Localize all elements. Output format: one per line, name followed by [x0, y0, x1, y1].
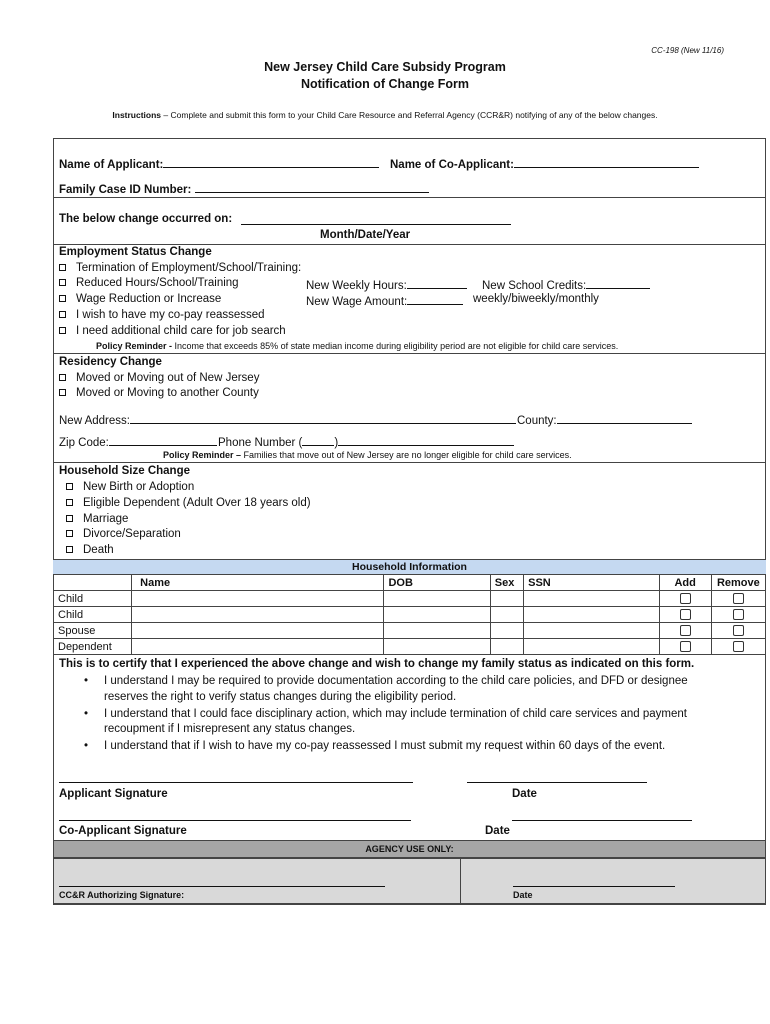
household-option-birth[interactable]	[66, 481, 194, 493]
remove-checkbox[interactable]	[733, 641, 744, 652]
household-info-table	[53, 574, 766, 655]
ssn-cell[interactable]	[524, 639, 660, 655]
table-header-row	[54, 575, 766, 591]
option-label: Marriage	[83, 513, 129, 525]
name-cell[interactable]	[132, 639, 384, 655]
applicant-name-label: Name of Applicant:	[59, 159, 164, 171]
instructions-text: – Complete and submit this form to your Child Care Resource and Referral Agency (CCR&R) notifying of any of the below changes.	[161, 110, 658, 120]
employment-policy-reminder	[96, 341, 618, 351]
agency-signature-line[interactable]	[59, 886, 385, 887]
new-school-credits-field[interactable]	[482, 277, 650, 292]
residency-policy-reminder	[163, 450, 572, 460]
certify-bullet-3-line-1: I understand that if I wish to have my co-pay reassessed I must submit my request within 60 days of the event.	[104, 740, 666, 752]
add-cell	[659, 623, 711, 639]
column-header-sex: Sex	[490, 575, 523, 591]
household-info-header: Household Information	[53, 559, 766, 574]
name-cell[interactable]	[132, 623, 384, 639]
dob-cell[interactable]	[384, 623, 490, 639]
phone-label: Phone Number (	[218, 437, 303, 449]
change-date-blank[interactable]	[241, 213, 511, 225]
county-label: County:	[517, 415, 557, 427]
checkbox[interactable]	[66, 483, 73, 490]
residency-heading: Residency Change	[59, 356, 162, 368]
form-code: CC-198 (New 11/16)	[651, 46, 724, 55]
checkbox[interactable]	[59, 295, 66, 302]
table-row	[54, 607, 766, 623]
household-heading: Household Size Change	[59, 465, 190, 477]
phone-area-blank[interactable]	[302, 434, 334, 446]
co-applicant-date-line[interactable]	[512, 820, 692, 821]
table-row	[54, 623, 766, 639]
phone-field[interactable]	[218, 434, 514, 449]
date-hint: Month/Date/Year	[320, 229, 411, 241]
sex-cell[interactable]	[490, 639, 523, 655]
checkbox[interactable]	[66, 515, 73, 522]
agency-use-header: AGENCY USE ONLY:	[53, 840, 766, 858]
case-id-label: Family Case ID Number:	[59, 184, 192, 196]
agency-date-line[interactable]	[513, 886, 675, 887]
divider	[53, 197, 766, 198]
zip-code-blank[interactable]	[109, 434, 217, 446]
add-cell	[659, 607, 711, 623]
ssn-cell[interactable]	[524, 623, 660, 639]
remove-cell	[711, 607, 765, 623]
sex-cell[interactable]	[490, 591, 523, 607]
certify-bullet-1-line-2: reserves the right to verify status changes during the eligibility period.	[104, 691, 457, 703]
remove-cell	[711, 623, 765, 639]
ssn-cell[interactable]	[524, 607, 660, 623]
form-subtitle: Notification of Change Form	[300, 77, 470, 91]
certify-bullet-2-line-1: I understand that I could face disciplinary action, which may include termination of child care services and payment	[104, 708, 687, 720]
new-wage-amount-label: New Wage Amount:	[306, 296, 408, 308]
column-header	[54, 575, 132, 591]
applicant-name-field[interactable]	[59, 156, 379, 171]
option-label: Reduced Hours/School/Training	[76, 277, 239, 289]
add-cell	[659, 639, 711, 655]
new-school-credits-blank[interactable]	[586, 277, 650, 289]
new-address-blank[interactable]	[130, 412, 516, 424]
remove-cell	[711, 639, 765, 655]
column-header-add: Add	[659, 575, 711, 591]
option-label: I need additional child care for job search	[76, 325, 286, 337]
household-option-divorce[interactable]	[66, 528, 181, 540]
dob-cell[interactable]	[384, 607, 490, 623]
change-date-field[interactable]	[241, 213, 511, 228]
co-applicant-date-label: Date	[485, 825, 510, 837]
column-header-name: Name	[132, 575, 384, 591]
option-label: Wage Reduction or Increase	[76, 293, 222, 305]
divider	[53, 244, 766, 245]
co-applicant-name-blank[interactable]	[514, 156, 699, 168]
household-option-marriage[interactable]	[66, 513, 128, 525]
instructions	[0, 110, 770, 120]
employment-option-reduced-hours[interactable]	[59, 277, 239, 289]
certify-bullet-1-line-1: I understand I may be required to provide documentation according to the child care policies, and DFD or designee	[104, 675, 688, 687]
add-checkbox[interactable]	[680, 625, 691, 636]
county-blank[interactable]	[557, 412, 692, 424]
bullet-icon: •	[84, 708, 89, 720]
option-label: Eligible Dependent (Adult Over 18 years old)	[83, 497, 311, 509]
new-wage-amount-blank[interactable]	[407, 293, 463, 305]
county-field[interactable]	[517, 412, 692, 427]
remove-checkbox[interactable]	[733, 593, 744, 604]
checkbox[interactable]	[66, 499, 73, 506]
new-weekly-hours-label: New Weekly Hours:	[306, 280, 407, 292]
applicant-date-line[interactable]	[467, 782, 647, 783]
instructions-label: Instructions	[112, 110, 162, 120]
household-option-dependent[interactable]	[66, 497, 311, 509]
checkbox[interactable]	[59, 374, 66, 381]
residency-option-county[interactable]	[59, 387, 259, 399]
checkbox[interactable]	[66, 530, 73, 537]
applicant-signature-label: Applicant Signature	[59, 788, 168, 800]
name-cell[interactable]	[132, 607, 384, 623]
phone-number-blank[interactable]	[338, 434, 514, 446]
agency-date-cell	[460, 858, 766, 904]
ssn-cell[interactable]	[524, 591, 660, 607]
agency-date-label: Date	[513, 890, 533, 900]
add-cell	[659, 591, 711, 607]
policy-label: Policy Reminder -	[96, 341, 175, 351]
divider	[53, 353, 766, 354]
phone-close: )	[334, 437, 339, 449]
employment-option-job-search[interactable]	[59, 325, 286, 337]
dob-cell[interactable]	[384, 591, 490, 607]
column-header-ssn: SSN	[524, 575, 660, 591]
co-applicant-signature-line[interactable]	[59, 820, 411, 821]
change-date-label: The below change occurred on:	[59, 213, 233, 225]
divider	[53, 462, 766, 463]
table-row	[54, 639, 766, 655]
policy-text: Families that move out of New Jersey are no longer eligible for child care services.	[243, 450, 572, 460]
checkbox[interactable]	[59, 389, 66, 396]
checkbox[interactable]	[59, 264, 66, 271]
case-id-blank[interactable]	[195, 181, 429, 193]
checkbox[interactable]	[59, 279, 66, 286]
row-label: Dependent	[54, 639, 132, 655]
add-checkbox[interactable]	[680, 641, 691, 652]
certify-statement: This is to certify that I experienced the above change and wish to change my family status as indicated on this form.	[59, 658, 695, 670]
applicant-name-blank[interactable]	[163, 156, 379, 168]
column-header-remove: Remove	[711, 575, 765, 591]
option-label: New Birth or Adoption	[83, 481, 195, 493]
employment-option-copay[interactable]	[59, 309, 265, 321]
add-checkbox[interactable]	[680, 593, 691, 604]
sex-cell[interactable]	[490, 607, 523, 623]
zip-code-field[interactable]	[59, 434, 217, 449]
option-label: Termination of Employment/School/Training:	[76, 262, 302, 274]
remove-checkbox[interactable]	[733, 625, 744, 636]
employment-option-termination[interactable]	[59, 262, 301, 274]
new-wage-amount-field[interactable]	[306, 293, 463, 308]
checkbox[interactable]	[59, 327, 66, 334]
policy-text: Income that exceeds 85% of state median income during eligibility period are not eligible for child care services.	[174, 341, 619, 351]
new-address-label: New Address:	[59, 415, 130, 427]
wage-frequency: weekly/biweekly/monthly	[473, 293, 599, 305]
residency-option-out-of-state[interactable]	[59, 372, 259, 384]
form-title: New Jersey Child Care Subsidy Program	[264, 60, 506, 74]
dob-cell[interactable]	[384, 639, 490, 655]
co-applicant-name-label: Name of Co-Applicant:	[390, 159, 514, 171]
table-row	[54, 591, 766, 607]
policy-label: Policy Reminder –	[163, 450, 244, 460]
row-label: Child	[54, 607, 132, 623]
employment-heading: Employment Status Change	[59, 246, 212, 258]
option-label: I wish to have my co-pay reassessed	[76, 309, 265, 321]
sex-cell[interactable]	[490, 623, 523, 639]
bullet-icon: •	[84, 675, 89, 687]
applicant-date-label: Date	[512, 788, 537, 800]
new-weekly-hours-blank[interactable]	[407, 277, 467, 289]
add-checkbox[interactable]	[680, 609, 691, 620]
remove-checkbox[interactable]	[733, 609, 744, 620]
new-school-credits-label: New School Credits:	[482, 280, 587, 292]
column-header-dob: DOB	[384, 575, 490, 591]
row-label: Child	[54, 591, 132, 607]
option-label: Divorce/Separation	[83, 528, 181, 540]
employment-option-wage[interactable]	[59, 293, 221, 305]
option-label: Moved or Moving to another County	[76, 387, 259, 399]
checkbox[interactable]	[59, 311, 66, 318]
new-address-field[interactable]	[59, 412, 516, 427]
co-applicant-signature-label: Co-Applicant Signature	[59, 825, 187, 837]
zip-code-label: Zip Code:	[59, 437, 109, 449]
option-label: Moved or Moving out of New Jersey	[76, 372, 260, 384]
case-id-field[interactable]	[59, 181, 429, 196]
applicant-signature-line[interactable]	[59, 782, 413, 783]
checkbox[interactable]	[66, 546, 73, 553]
certify-bullet-2-line-2: recoupment if I misrepresent any status changes.	[104, 723, 356, 735]
co-applicant-name-field[interactable]	[390, 156, 699, 171]
option-label: Death	[83, 544, 114, 556]
new-weekly-hours-field[interactable]	[306, 277, 467, 292]
name-cell[interactable]	[132, 591, 384, 607]
agency-signature-label: CC&R Authorizing Signature:	[59, 890, 185, 900]
bullet-icon: •	[84, 740, 89, 752]
household-option-death[interactable]	[66, 544, 114, 556]
remove-cell	[711, 591, 765, 607]
row-label: Spouse	[54, 623, 132, 639]
